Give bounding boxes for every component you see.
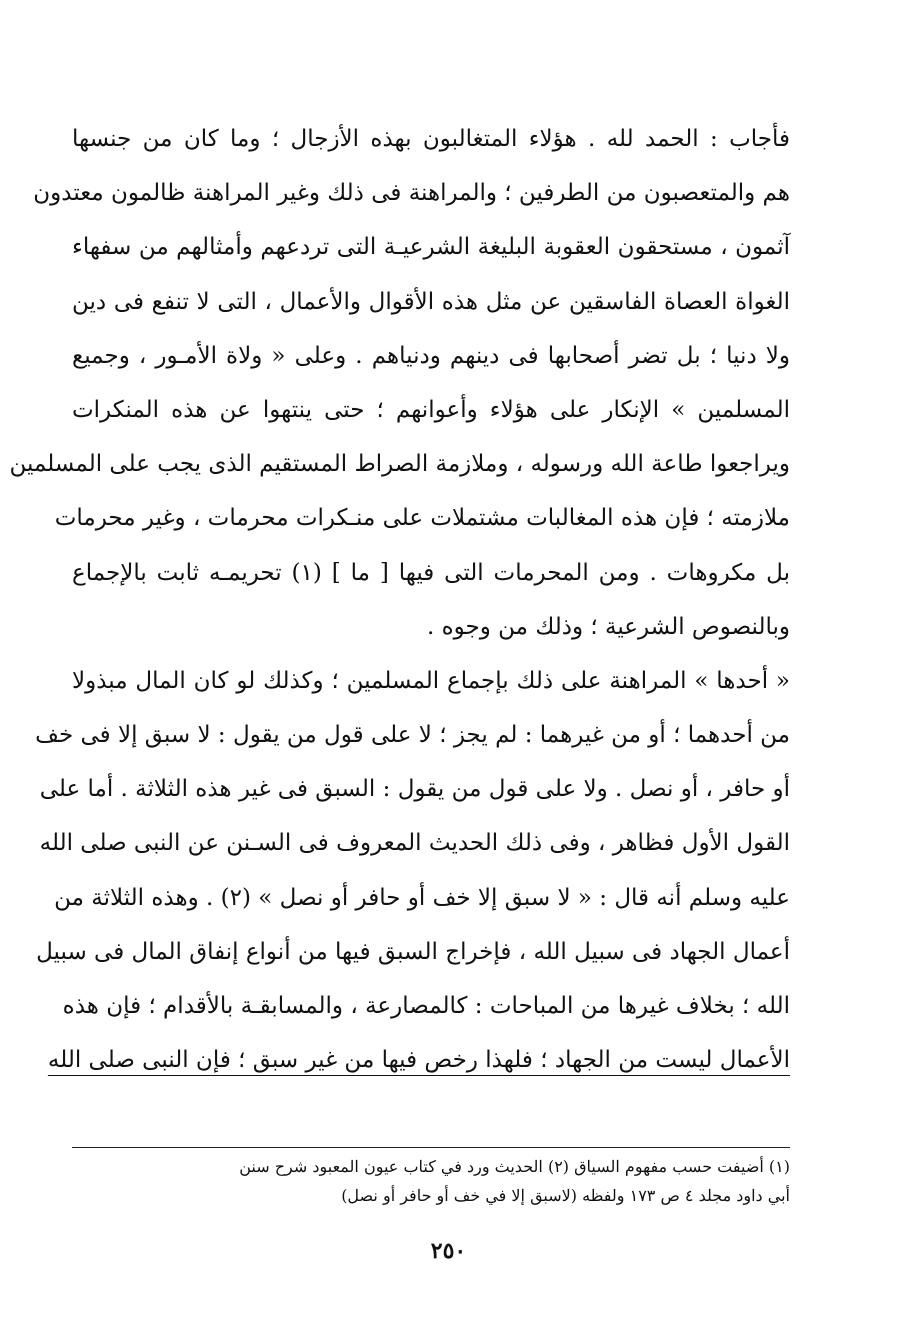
text-line: أعمال الجهاد فى سبيل الله ، فإخراج السبق فيها من أنواع إنفاق المال فى سبيل bbox=[36, 938, 790, 965]
footnote-divider bbox=[72, 1147, 790, 1148]
text-line: ويراجعوا طاعة الله ورسوله ، وملازمة الصراط المستقيم الذى يجب على المسلمين bbox=[9, 451, 790, 478]
text-line: ملازمته ؛ فإن هذه المغالبات مشتملات على منـكرات محرمات ، وغير محرمات bbox=[54, 505, 790, 532]
text-line: « أحدها » المراهنة على ذلك بإجماع المسلمين ؛ وكذلك لو كان المال مبذولا bbox=[72, 667, 790, 694]
text-line: الغواة العصاة الفاسقين عن مثل هذه الأقوال والأعمال ، التى لا تنفع فى دين bbox=[72, 288, 790, 315]
footnotes bbox=[72, 1152, 790, 1210]
text-line: القول الأول فظاهر ، وفى ذلك الحديث المعروف فى السـنن عن النبى صلى الله bbox=[39, 830, 790, 857]
text-line: وبالنصوص الشرعية ؛ وذلك من وجوه . bbox=[426, 613, 790, 640]
text-line: فأجاب : الحمد لله . هؤلاء المتغالبون بهذه الأزجال ؛ وما كان من جنسها bbox=[72, 126, 790, 152]
page-number: ٢٥٠ bbox=[430, 1238, 467, 1264]
footnote-line: (١) أضيفت حسب مفهوم السياق (٢) الحديث ورد في كتاب عيون المعبود شرح سنن bbox=[239, 1157, 790, 1176]
text-line: أو حافر ، أو نصل . ولا على قول من يقول : السبق فى غير هذه الثلاثة . أما على bbox=[39, 776, 790, 803]
text-line: ولا دنيا ؛ بل تضر أصحابها فى دينهم ودنياهم . وعلى « ولاة الأمـور ، وجميع bbox=[72, 342, 790, 369]
text-line: المسلمين » الإنكار على هؤلاء وأعوانهم ؛ حتى ينتهوا عن هذه المنكرات bbox=[72, 396, 790, 423]
text-line: من أحدهما ؛ أو من غيرهما : لم يجز ؛ لا على قول من يقول : لا سبق إلا فى خف bbox=[35, 722, 790, 749]
text-line: بل مكروهات . ومن المحرمات التى فيها [ ما ] (١) تحريمـه ثابت بالإجماع bbox=[72, 559, 791, 586]
body-text bbox=[9, 112, 791, 1087]
text-line: آثمون ، مستحقون العقوبة البليغة الشرعيـة التى تردعهم وأمثالهم من سفهاء bbox=[72, 234, 790, 261]
text-line: عليه وسلم أنه قال : « لا سبق إلا خف أو حافر أو نصل » (٢) . وهذه الثلاثة من bbox=[54, 884, 790, 911]
text-line: هم والمتعصبون من الطرفين ؛ والمراهنة فى ذلك وغير المراهنة ظالمون معتدون bbox=[33, 180, 790, 207]
footnote-line: أبي داود مجلد ٤ ص ١٧٣ ولفظه (لاسبق إلا في خف أو حافر أو نصل) bbox=[341, 1186, 790, 1205]
text-line: الأعمال ليست من الجهاد ؛ فلهذا رخص فيها من غير سبق ؛ فإن النبى صلى الله bbox=[47, 1047, 790, 1074]
text-line: الله ؛ بخلاف غيرها من المباحات : كالمصارعة ، والمسابقـة بالأقدام ؛ فإن هذه bbox=[62, 993, 790, 1019]
